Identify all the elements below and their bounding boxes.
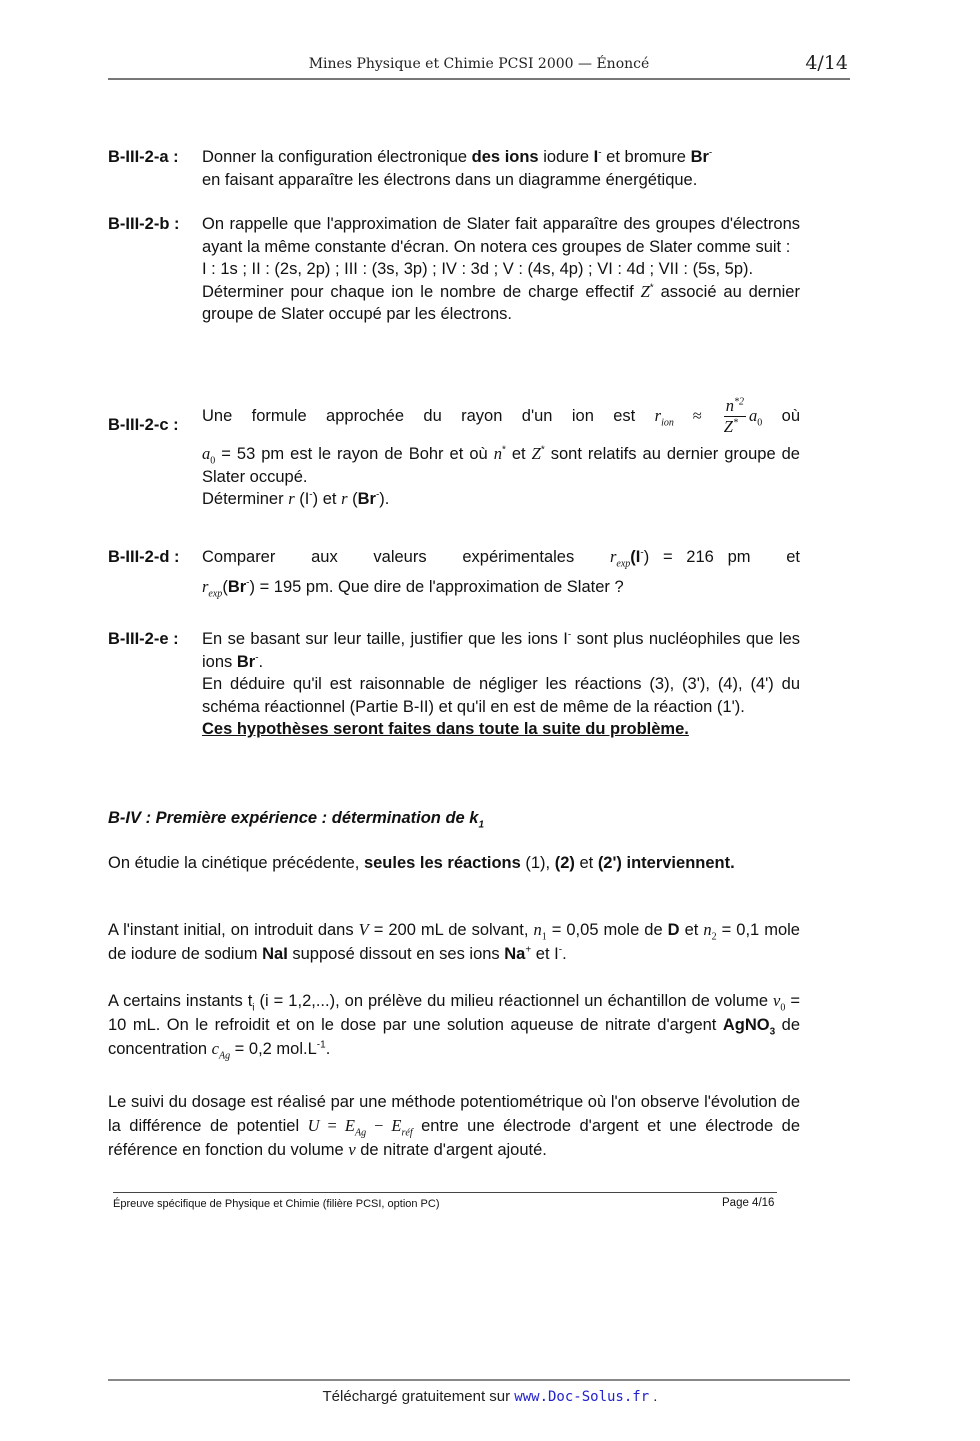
- page-header: [108, 52, 850, 78]
- header-page-number: 4/14: [805, 52, 848, 74]
- question-label: B-III-2-c :: [108, 416, 179, 434]
- radius-formula: $r_{ion}$ ≈ $\frac{n^{*2}}{Z^*}$ $a_0$: [654, 396, 763, 436]
- question-b-iii-2-e: [108, 628, 800, 741]
- question-text: En se basant sur leur taille, justifier que les ions I- sont plus nucléophiles que les ions Br-. En déduire qu'il est raisonnable de négliger les réactions (3), (3'), (4), (4') du schéma réactionnel (Partie B-II) et qu'il en est de même de la réaction (1'). Ces hypothèses seront faites dans toute la suite du problème.: [202, 628, 800, 741]
- question-b-iii-2-b: [108, 213, 800, 326]
- header-rule: [108, 78, 850, 80]
- paragraph-reactions: On étudie la cinétique précédente, seules les réactions (1), (2) et (2') interviennent.: [108, 854, 735, 872]
- formula-fraction: $\frac{n^{*2}}{Z^*}$: [723, 396, 745, 436]
- question-text: Donner la configuration électronique des ions iodure I- et bromure Br- en faisant apparaître les électrons dans un diagramme énergétique.: [202, 147, 713, 189]
- paragraph-initial-conditions: A l'instant initial, on introduit dans V = 200 mL de solvant, $n_1 = 0,05$ mole de D et $n_2 = 0,1$ mole de iodure de sodium NaI supposé dissout en ses ions Na+ et I-.: [108, 920, 800, 963]
- question-text: Comparer aux valeurs expérimentales $r_{exp}(I^-) = 216$ pm et $r_{exp}(Br^-) = 195$ pm. Que dire de l'approximation de Slater ?: [202, 547, 800, 599]
- question-label: B-III-2-d :: [108, 548, 180, 566]
- question-label: B-III-2-a :: [108, 148, 179, 166]
- bottom-rule: [108, 1379, 850, 1381]
- footer-rule: [113, 1192, 777, 1193]
- section-title: B-IV : Première expérience : détermination de $k_1$: [108, 809, 485, 831]
- question-text: On rappelle que l'approximation de Slater fait apparaître des groupes d'électrons ayant la même constante d'écran. On notera ces groupes de Slater comme suit : I : 1s ; II : (2s, 2p) ; III : (3s, 3p) ; IV : 3d ; V : (4s, 4p) ; VI : 4d ; VII : (5s, 5p). Déterminer pour chaque ion le nombre de charge effectif Z* associé au dernier groupe de Slater occupé par les électrons.: [202, 215, 800, 323]
- header-title: Mines Physique et Chimie PCSI 2000 — Énoncé: [308, 56, 650, 72]
- doc-solus-link[interactable]: www.Doc-Solus.fr: [514, 1389, 650, 1405]
- question-text: Une formule approchée du rayon d'un ion est $r_{ion}$ ≈ $\frac{n^{*2}}{Z^*}$ $a_0$ où $a_0 = 53$ pm est le rayon de Bohr et où n* et Z* sont relatifs au dernier groupe de Slater occupé. Déterminer r (I-) et r (Br-).: [202, 396, 801, 508]
- question-b-iii-2-d: [108, 546, 800, 598]
- footer-exam-name: Épreuve spécifique de Physique et Chimie (filière PCSI, option PC): [113, 1198, 440, 1210]
- question-label: B-III-2-b :: [108, 215, 180, 233]
- question-label: B-III-2-e :: [108, 630, 179, 648]
- paragraph-sampling: A certains instants $t_i$ (i = 1,2,...), on prélève du milieu réactionnel un échantillon de volume $v_0 = 10$ mL. On le refroidit et on le dose par une solution aqueuse de nitrate d'argent AgNO$_3$ de concentration $c_{Ag} = 0,2$ $mol.L^{-1}$.: [108, 991, 800, 1062]
- question-b-iii-2-a: [108, 146, 800, 191]
- download-note: Téléchargé gratuitement sur www.Doc-Solus.fr .: [322, 1388, 658, 1405]
- question-b-iii-2-c: [108, 396, 801, 511]
- footer-page-number: Page 4/16: [722, 1197, 775, 1209]
- paragraph-titration: Le suivi du dosage est réalisé par une méthode potentiométrique où l'on observe l'évolution de la différence de potentiel $U = E_{Ag} - E_{réf}$ entre une électrode d'argent et une électrode de référence en fonction du volume v de nitrate d'argent ajouté.: [108, 1093, 801, 1159]
- slater-groups: I : 1s ; II : (2s, 2p) ; III : (3s, 3p) ; IV : 3d ; V : (4s, 4p) ; VI : 4d ; VII : (5s, 5p).: [202, 260, 754, 278]
- hypothesis-note: Ces hypothèses seront faites dans toute la suite du problème.: [202, 720, 689, 738]
